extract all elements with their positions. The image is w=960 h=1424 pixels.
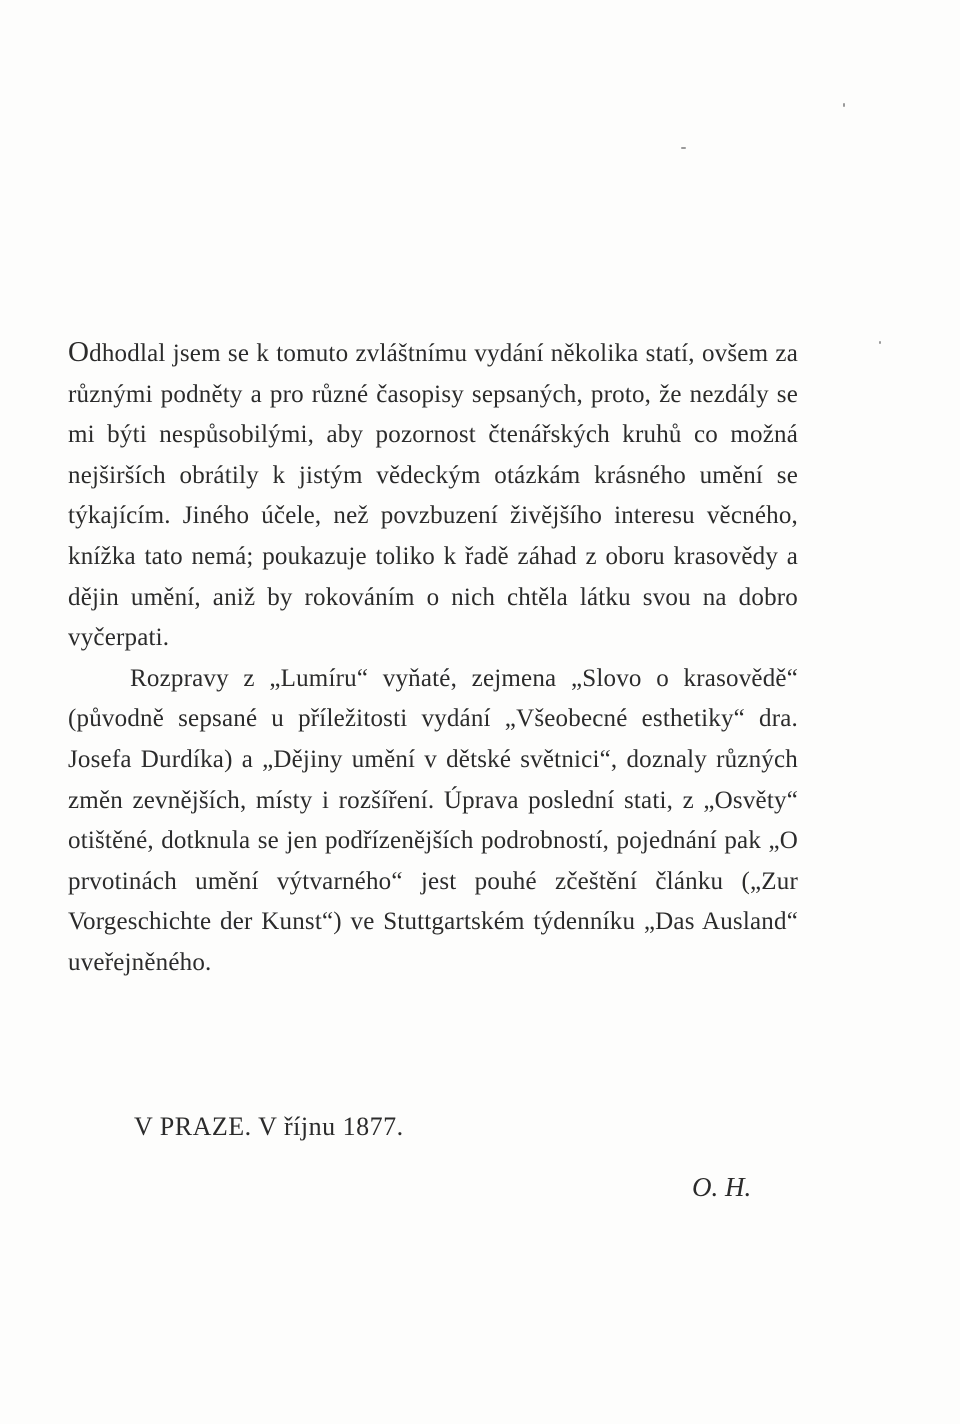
preface-text bbox=[68, 332, 798, 984]
print-speck bbox=[681, 147, 686, 149]
initial-letter: O bbox=[68, 336, 90, 368]
place-and-date: V PRAZE. V říjnu 1877. bbox=[134, 1112, 404, 1141]
preface-paragraph-2: Rozpravy z „Lumíru“ vyňaté, zejmena „Slovo o krasovědě“ (původně sepsané u příležitosti vydání „Všeobecné esthetiky“ dra. Josefa Durdíka) a „Dějiny umění v dětské světnici“, doznaly různých změn zevnějších, místy i rozšíření. Úprava poslední stati, z „Osvěty“ otištěné, dotknula se jen podřízenějších podrobností, pojednání pak „O prvotinách umění výtvarného“ jest pouhé zčeštění článku („Zur Vorgeschichte der Kunst“) ve Stuttgartském týdenníku „Das Ausland“ uveřejněného. bbox=[68, 664, 798, 976]
author-signature: O. H. bbox=[692, 1172, 752, 1202]
preface-paragraph-1 bbox=[68, 332, 798, 659]
print-speck bbox=[843, 103, 845, 107]
paragraph-1-text: dhodlal jsem se k tomuto zvláštnímu vydání několika statí, ovšem za různými podněty a pro různé časopisy sepsaných, proto, že nezdály se mi býti nespůsobilými, aby pozornost čtenářských kruhů co možná nejširších obrátily k jistým vědeckým otázkám krásného umění se týkajícím. Jiného účele, než povzbuzení živějšího interesu věcného, knížka tato nemá; poukazuje toliko k řadě záhad z oboru krasovědy a dějin umění, aniž by rokováním o nich chtěla látku svou na dobro vyčerpati. bbox=[68, 340, 798, 652]
print-speck bbox=[879, 341, 881, 344]
